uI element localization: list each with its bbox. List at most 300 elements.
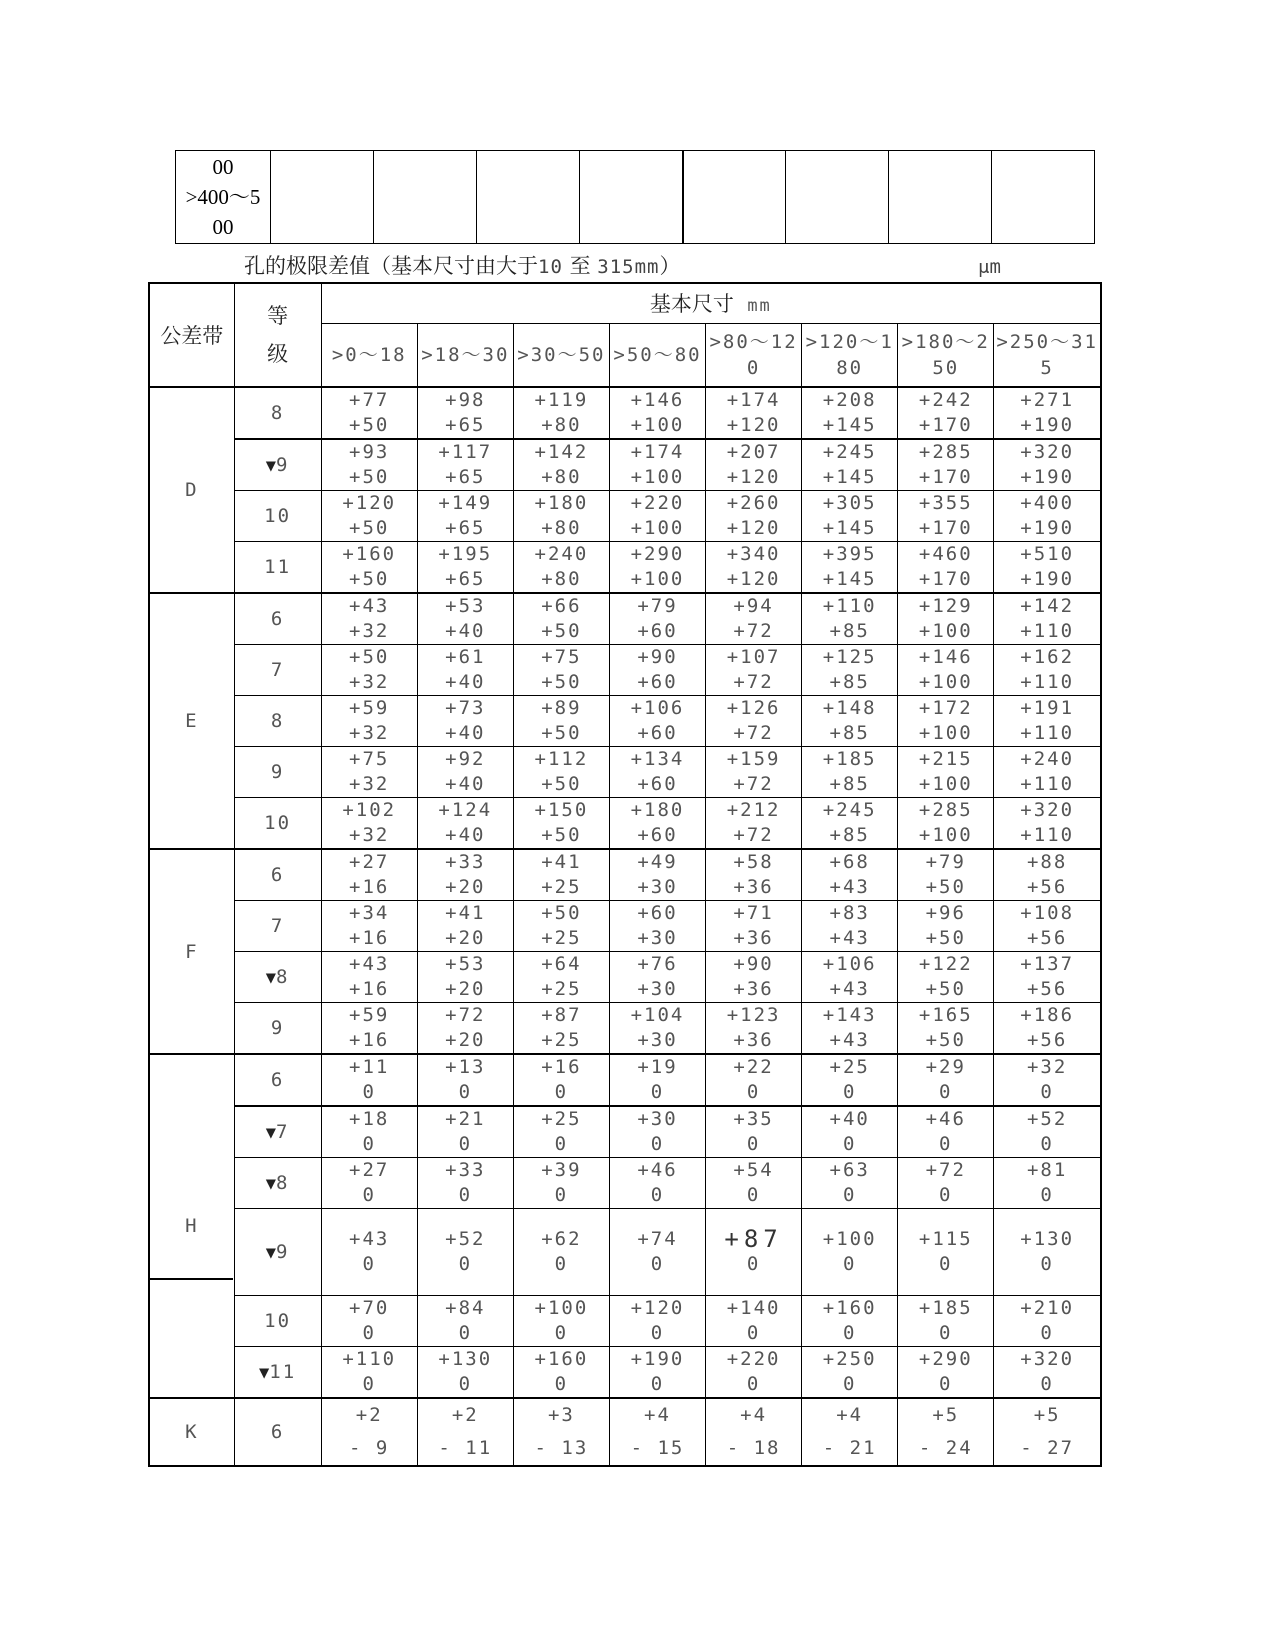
deviation-cell [417, 849, 513, 901]
deviation-cell [802, 696, 898, 747]
deviation-cell [994, 952, 1101, 1003]
size-range-header [994, 323, 1101, 387]
empty-cell [580, 151, 683, 244]
upper-deviation: +94 [733, 595, 774, 617]
upper-deviation: +90 [637, 646, 678, 668]
upper-deviation: +108 [1020, 902, 1075, 924]
upper-deviation: +72 [445, 1004, 486, 1026]
lower-deviation: +40 [445, 824, 486, 846]
lower-deviation: +72 [733, 824, 774, 846]
lower-deviation: +100 [630, 568, 685, 590]
deviation-cell [802, 1347, 898, 1399]
deviation-cell [898, 1158, 994, 1209]
grade-cell [234, 1398, 321, 1466]
lower-deviation: +40 [445, 671, 486, 693]
lower-deviation: +100 [630, 517, 685, 539]
deviation-cell [321, 901, 417, 952]
upper-deviation: +220 [630, 492, 685, 514]
upper-deviation: +112 [534, 748, 589, 770]
lower-deviation: 0 [554, 1133, 569, 1155]
data-row [149, 1003, 1101, 1055]
upper-deviation: +3 [547, 1404, 575, 1426]
lower-deviation: +72 [733, 620, 774, 642]
lower-deviation: +32 [349, 773, 390, 795]
basic-size-header [321, 283, 1101, 323]
upper-deviation: +140 [726, 1297, 781, 1319]
grade-cell [234, 849, 321, 901]
caption-suffix: ） [659, 254, 681, 278]
upper-deviation: +64 [541, 953, 582, 975]
upper-deviation: +290 [630, 543, 685, 565]
data-row [149, 491, 1101, 542]
upper-deviation: +79 [925, 851, 966, 873]
deviation-cell [898, 439, 994, 491]
size-range-header [609, 323, 705, 387]
lower-deviation: 0 [554, 1184, 569, 1206]
deviation-cell [321, 798, 417, 850]
deviation-cell [898, 491, 994, 542]
deviation-cell [898, 798, 994, 850]
upper-deviation: +73 [445, 697, 486, 719]
deviation-cell [994, 747, 1101, 798]
data-row [149, 952, 1101, 1003]
deviation-cell [802, 645, 898, 696]
deviation-cell [417, 1054, 513, 1106]
upper-deviation: +96 [925, 902, 966, 924]
upper-deviation: +32 [1026, 1056, 1068, 1078]
deviation-cell [802, 491, 898, 542]
lower-deviation: 0 [362, 1081, 376, 1103]
grade-cell [234, 1054, 321, 1106]
upper-deviation: +123 [726, 1004, 781, 1026]
upper-deviation: +66 [541, 595, 582, 617]
unit-label: μm [978, 256, 1001, 278]
lower-deviation: +50 [925, 978, 966, 1000]
deviation-cell [513, 901, 609, 952]
upper-deviation: +79 [637, 595, 678, 617]
hole-limit-deviation-table [148, 282, 1102, 1467]
lower-deviation: 0 [1040, 1133, 1054, 1155]
lower-deviation: +72 [733, 671, 774, 693]
upper-deviation: +27 [349, 851, 390, 873]
lower-deviation: +190 [1020, 466, 1075, 488]
size-range-label: >120～180 [805, 330, 894, 379]
upper-deviation: +19 [637, 1056, 678, 1078]
lower-deviation: +56 [1026, 978, 1068, 1000]
upper-deviation: +150 [534, 799, 589, 821]
lower-deviation: 0 [746, 1322, 761, 1344]
lower-deviation: +32 [349, 620, 390, 642]
upper-deviation: +68 [829, 851, 870, 873]
lower-deviation: +110 [1020, 773, 1075, 795]
data-row [149, 1054, 1101, 1106]
lower-deviation: 0 [1040, 1322, 1054, 1344]
upper-deviation: +58 [733, 851, 774, 873]
upper-deviation: +250 [822, 1348, 877, 1370]
deviation-cell [321, 1106, 417, 1158]
upper-deviation: +43 [349, 595, 390, 617]
upper-deviation: +104 [630, 1004, 685, 1026]
upper-deviation: +245 [822, 441, 877, 463]
deviation-cell [513, 1209, 609, 1296]
grade-label: 6 [270, 864, 285, 886]
lower-deviation: 0 [746, 1133, 761, 1155]
lower-deviation: +145 [822, 568, 877, 590]
lower-deviation: +85 [829, 671, 870, 693]
lower-deviation: +110 [1020, 620, 1075, 642]
grade-label: 10 [264, 1310, 292, 1332]
preferred-marker-icon: ▼ [265, 1174, 277, 1194]
lower-deviation: +16 [349, 876, 390, 898]
deviation-cell [994, 387, 1101, 439]
grade-label: 10 [264, 812, 292, 834]
lower-deviation: +100 [918, 620, 973, 642]
deviation-cell [994, 1158, 1101, 1209]
lower-deviation: +50 [349, 414, 390, 436]
deviation-cell [898, 901, 994, 952]
size-range-label: >30～50 [517, 343, 606, 366]
deviation-cell [898, 1106, 994, 1158]
upper-deviation: +212 [726, 799, 781, 821]
lower-deviation: +60 [637, 824, 678, 846]
lower-deviation: 0 [458, 1253, 473, 1275]
upper-deviation: +160 [534, 1348, 589, 1370]
grade-label: 7 [270, 915, 285, 937]
upper-deviation: +160 [342, 543, 397, 565]
lower-deviation: 0 [746, 1253, 761, 1275]
lower-deviation: +50 [541, 671, 582, 693]
lower-deviation: +40 [445, 722, 486, 744]
deviation-cell [321, 1296, 417, 1347]
lower-deviation: 0 [554, 1373, 569, 1395]
deviation-cell [802, 1106, 898, 1158]
upper-deviation: +39 [541, 1159, 582, 1181]
lower-deviation: 0 [842, 1133, 857, 1155]
empty-cell [477, 151, 580, 244]
upper-deviation: +50 [541, 902, 582, 924]
deviation-cell [321, 645, 417, 696]
lower-deviation: - 21 [822, 1437, 877, 1459]
upper-deviation: +126 [726, 697, 781, 719]
deviation-cell [417, 952, 513, 1003]
size-range-label: >180～250 [901, 330, 990, 379]
upper-deviation: +54 [733, 1159, 774, 1181]
upper-deviation: +75 [541, 646, 582, 668]
deviation-cell [802, 849, 898, 901]
deviation-cell [321, 1347, 417, 1399]
lower-deviation: +43 [829, 1029, 870, 1051]
lower-deviation: +50 [349, 568, 390, 590]
lower-deviation: 0 [458, 1081, 473, 1103]
deviation-cell [706, 387, 802, 439]
grade-label: 10 [264, 505, 292, 527]
deviation-cell [513, 593, 609, 645]
lower-deviation: +25 [541, 876, 582, 898]
deviation-cell [609, 952, 705, 1003]
upper-deviation: +84 [445, 1297, 486, 1319]
upper-deviation: +240 [534, 543, 589, 565]
size-range-label: >50～80 [613, 343, 702, 366]
lower-deviation: +190 [1020, 414, 1075, 436]
upper-deviation: +149 [438, 492, 493, 514]
deviation-cell [321, 593, 417, 645]
lower-deviation: +85 [829, 722, 870, 744]
deviation-cell [609, 901, 705, 952]
upper-deviation: +186 [1020, 1004, 1075, 1026]
deviation-cell [417, 1398, 513, 1466]
lower-deviation: +65 [445, 414, 486, 436]
upper-deviation: +146 [630, 389, 685, 411]
lower-deviation: +100 [918, 824, 973, 846]
upper-deviation: +400 [1020, 492, 1075, 514]
deviation-cell [513, 645, 609, 696]
lower-deviation: +110 [1020, 671, 1075, 693]
grade-cell [234, 901, 321, 952]
deviation-cell [417, 593, 513, 645]
deviation-cell [994, 645, 1101, 696]
upper-deviation: +4 [644, 1404, 671, 1426]
lower-deviation: +100 [630, 466, 685, 488]
upper-deviation: +2 [355, 1404, 383, 1426]
deviation-cell [898, 593, 994, 645]
deviation-cell [609, 1296, 705, 1347]
lower-deviation: +20 [445, 927, 486, 949]
lower-deviation: 0 [650, 1184, 665, 1206]
lower-deviation: +85 [829, 824, 870, 846]
lower-deviation: +30 [637, 927, 678, 949]
lower-deviation: +30 [637, 1029, 678, 1051]
upper-deviation: +72 [925, 1159, 966, 1181]
deviation-cell [321, 952, 417, 1003]
deviation-cell [609, 645, 705, 696]
deviation-cell [802, 1003, 898, 1055]
upper-deviation: +110 [822, 595, 877, 617]
deviation-cell [609, 1003, 705, 1055]
deviation-cell [417, 1347, 513, 1399]
upper-deviation: +18 [349, 1108, 390, 1130]
upper-deviation: +355 [918, 492, 973, 514]
grade-cell [234, 491, 321, 542]
deviation-cell [417, 1106, 513, 1158]
lower-deviation: +36 [733, 927, 774, 949]
deviation-cell [609, 1158, 705, 1209]
upper-deviation: +129 [918, 595, 973, 617]
data-row [149, 593, 1101, 645]
lower-deviation: 0 [939, 1253, 953, 1275]
upper-deviation: +30 [637, 1108, 678, 1130]
upper-deviation: +215 [918, 748, 973, 770]
lower-deviation: +85 [829, 773, 870, 795]
lower-deviation: 0 [650, 1081, 665, 1103]
caption-from: 10 [538, 256, 563, 278]
deviation-cell [802, 798, 898, 850]
deviation-cell [994, 1296, 1101, 1347]
upper-deviation: +143 [822, 1004, 877, 1026]
deviation-cell [994, 798, 1101, 850]
upper-deviation: +148 [822, 697, 877, 719]
empty-cell [889, 151, 992, 244]
upper-deviation: +63 [829, 1159, 870, 1181]
caption-prefix: 孔的极限差值（基本尺寸由大于 [244, 254, 538, 278]
upper-deviation: +210 [1020, 1297, 1075, 1319]
deviation-cell [802, 1398, 898, 1466]
deviation-cell [706, 1347, 802, 1399]
upper-deviation: +61 [445, 646, 486, 668]
upper-deviation: +46 [925, 1108, 966, 1130]
upper-deviation: +87 [724, 1225, 783, 1253]
lower-deviation: +16 [349, 927, 390, 949]
lower-deviation: +80 [541, 466, 582, 488]
lower-deviation: +170 [918, 466, 973, 488]
deviation-cell [898, 747, 994, 798]
upper-deviation: +320 [1020, 1348, 1075, 1370]
grade-cell [234, 747, 321, 798]
deviation-cell [802, 952, 898, 1003]
deviation-cell [513, 1398, 609, 1466]
deviation-cell [898, 849, 994, 901]
upper-deviation: +285 [918, 799, 973, 821]
upper-deviation: +53 [445, 953, 486, 975]
lower-deviation: +80 [541, 414, 582, 436]
deviation-cell [321, 1398, 417, 1466]
upper-deviation: +119 [534, 389, 589, 411]
upper-deviation: +53 [445, 595, 486, 617]
grade-label: 11 [264, 556, 292, 578]
lower-deviation: +16 [349, 1029, 390, 1051]
empty-cell [992, 151, 1095, 244]
lower-deviation: +110 [1020, 722, 1075, 744]
deviation-cell [898, 1347, 994, 1399]
lower-deviation: +30 [637, 978, 678, 1000]
upper-deviation: +290 [918, 1348, 973, 1370]
lower-deviation: +56 [1026, 927, 1068, 949]
deviation-cell [417, 439, 513, 491]
tolerance-band-cell: H [149, 1054, 234, 1398]
upper-deviation: +43 [349, 953, 390, 975]
data-row [149, 1296, 1101, 1347]
upper-deviation: +25 [829, 1056, 870, 1078]
deviation-cell [321, 542, 417, 594]
upper-deviation: +41 [445, 902, 486, 924]
tolerance-band-cell: D [149, 387, 234, 593]
deviation-cell [513, 798, 609, 850]
upper-deviation: +185 [822, 748, 877, 770]
deviation-cell [994, 1347, 1101, 1399]
deviation-cell [706, 593, 802, 645]
lower-deviation: +36 [733, 978, 774, 1000]
lower-deviation: 0 [458, 1133, 473, 1155]
deviation-cell [513, 439, 609, 491]
deviation-cell [609, 439, 705, 491]
upper-deviation: +74 [637, 1228, 678, 1250]
deviation-cell [898, 1398, 994, 1466]
lower-deviation: 0 [1040, 1081, 1054, 1103]
upper-deviation: +142 [534, 441, 589, 463]
upper-deviation: +62 [541, 1228, 582, 1250]
upper-deviation: +117 [438, 441, 493, 463]
basic-size-label: 基本尺寸 [649, 292, 734, 317]
upper-deviation: +93 [349, 441, 390, 463]
lower-deviation: +60 [637, 722, 678, 744]
deviation-cell [898, 696, 994, 747]
lower-deviation: 0 [650, 1253, 665, 1275]
deviation-cell [513, 696, 609, 747]
lower-deviation: 0 [650, 1133, 665, 1155]
lower-deviation: 0 [939, 1373, 953, 1395]
grade-cell [234, 1158, 321, 1209]
upper-deviation: +49 [637, 851, 678, 873]
lower-deviation: +32 [349, 824, 390, 846]
deviation-cell [417, 1003, 513, 1055]
deviation-cell [609, 387, 705, 439]
lower-deviation: +56 [1026, 876, 1068, 898]
grade-label: 6 [270, 608, 285, 630]
deviation-cell [513, 952, 609, 1003]
upper-deviation: +130 [438, 1348, 493, 1370]
lower-deviation: +40 [445, 620, 486, 642]
grade-cell [234, 1347, 321, 1399]
upper-deviation: +90 [733, 953, 774, 975]
lower-deviation: 0 [746, 1373, 761, 1395]
grade-label: 9 [276, 454, 290, 476]
upper-deviation: +208 [822, 389, 877, 411]
deviation-cell [609, 798, 705, 850]
lower-deviation: +32 [349, 671, 390, 693]
lower-deviation: +80 [541, 517, 582, 539]
upper-deviation: +98 [445, 389, 486, 411]
data-row [149, 747, 1101, 798]
deviation-cell [321, 1209, 417, 1296]
size-range-header [802, 323, 898, 387]
lower-deviation: +65 [445, 517, 486, 539]
lower-deviation: +50 [349, 466, 390, 488]
lower-deviation: +72 [733, 773, 774, 795]
preferred-marker-icon: ▼ [265, 968, 277, 988]
upper-deviation: +146 [918, 646, 973, 668]
lower-deviation: 0 [842, 1373, 857, 1395]
lower-deviation: 0 [939, 1322, 953, 1344]
deviation-cell [513, 1054, 609, 1106]
deviation-cell [994, 1209, 1101, 1296]
grade-label-2: 级 [267, 342, 289, 366]
preferred-marker-icon: ▼ [265, 456, 277, 476]
upper-deviation: +190 [630, 1348, 685, 1370]
lower-deviation: 0 [842, 1184, 857, 1206]
lower-deviation: +170 [918, 517, 973, 539]
upper-deviation: +21 [445, 1108, 486, 1130]
upper-deviation: +33 [445, 851, 486, 873]
data-row [149, 1398, 1101, 1466]
deviation-cell [706, 1158, 802, 1209]
lower-deviation: 0 [458, 1322, 473, 1344]
upper-deviation: +137 [1020, 953, 1075, 975]
deviation-cell [898, 1209, 994, 1296]
deviation-cell [513, 1296, 609, 1347]
upper-deviation: +29 [925, 1056, 966, 1078]
upper-deviation: +180 [534, 492, 589, 514]
empty-cell [683, 151, 786, 244]
lower-deviation: 0 [746, 1184, 761, 1206]
lower-deviation: +25 [541, 1029, 582, 1051]
lower-deviation: 0 [939, 1081, 953, 1103]
preferred-marker-icon: ▼ [265, 1123, 277, 1143]
deviation-cell [609, 1347, 705, 1399]
upper-deviation: +165 [918, 1004, 973, 1026]
upper-deviation: +320 [1020, 799, 1075, 821]
lower-deviation: +170 [918, 414, 973, 436]
deviation-cell [513, 542, 609, 594]
lower-deviation: +50 [541, 620, 582, 642]
